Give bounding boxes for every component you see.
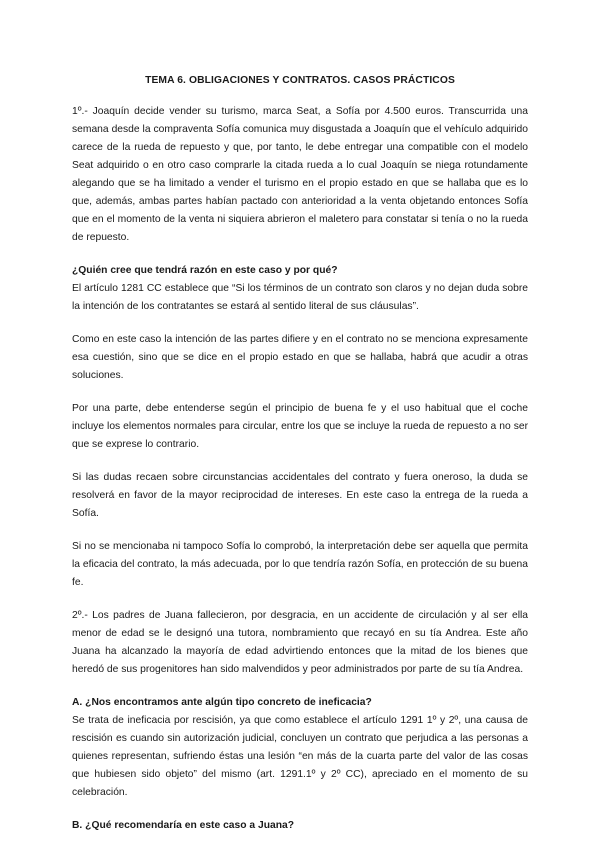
case2-statement: 2º.- Los padres de Juana fallecieron, por desgracia, en un accidente de circulación y al ser ella menor de edad se le designó una tutora, nombramiento que recayó en su tía Andrea. Este año Juana ha alcanzado la mayoría de edad advirtiendo entonces que la mitad de los bienes que heredó de sus progenitores han sido malvendidos y peor administrados por parte de su tía Andrea.: [72, 610, 528, 675]
case1-answer-1: El artículo 1281 CC establece que “Si los términos de un contrato son claros y no dejan duda sobre la intención de los contratantes se estará al sentido literal de sus cláusulas”.: [72, 283, 528, 312]
case2-question-a: A. ¿Nos encontramos ante algún tipo concreto de ineficacia?: [72, 697, 372, 708]
case1-answer-4: Si las dudas recaen sobre circunstancias accidentales del contrato y fuera oneroso, la duda se resolverá en favor de la mayor reciprocidad de intereses. En este caso la entrega de la rueda a Sofía.: [72, 472, 528, 519]
case1-statement: 1º.- Joaquín decide vender su turismo, marca Seat, a Sofía por 4.500 euros. Transcurrida una semana desde la compraventa Sofía comunica muy disgustada a Joaquín que el vehículo adquirido carece de la rueda de repuesto y que, por tanto, le debe entregar una compatible con el modelo Seat adquirido o en otro caso comprarle la citada rueda a lo cual Joaquín se niega rotundamente alegando que se ha limitado a vender el turismo en el propio estado en que se hallaba que es lo que, además, ambas partes habían pactado con anterioridad a la venta objetando entonces Sofía que en el momento de la venta ni siquiera abrieron el maletero para constatar si tenía o no la rueda de repuesto.: [72, 106, 528, 243]
case2-answer-a: Se trata de ineficacia por rescisión, ya que como establece el artículo 1291 1º y 2º, una causa de rescisión es cuando sin autorización judicial, concluyen un contrato que perjudica a las personas a quienes representan, sufriendo éstas una lesión “en más de la cuarta parte del valor de las cosas que hubiesen sido objeto” del mismo (art. 1291.1º y 2º CC), apreciado en el momento de su celebración.: [72, 715, 528, 798]
case1-question: ¿Quién cree que tendrá razón en este caso y por qué?: [72, 265, 338, 276]
case2-question-b: B. ¿Qué recomendaría en este caso a Juana?: [72, 820, 295, 831]
document-body: [72, 72, 528, 835]
case1-answer-5: Si no se mencionaba ni tampoco Sofía lo comprobó, la interpretación debe ser aquella que permita la eficacia del contrato, la más adecuada, por lo que tendría razón Sofía, en protección de su buena fe.: [72, 541, 528, 588]
document-title: TEMA 6. OBLIGACIONES Y CONTRATOS. CASOS PRÁCTICOS: [145, 75, 455, 86]
case1-answer-2: Como en este caso la intención de las partes difiere y en el contrato no se menciona expresamente esa cuestión, sino que se dice en el propio estado en que se hallaba, habrá que acudir a otras soluciones.: [72, 334, 528, 381]
case1-answer-3: Por una parte, debe entenderse según el principio de buena fe y el uso habitual que el coche incluye los elementos normales para circular, entre los que se incluye la rueda de repuesto a no ser que se exprese lo contrario.: [72, 403, 528, 450]
